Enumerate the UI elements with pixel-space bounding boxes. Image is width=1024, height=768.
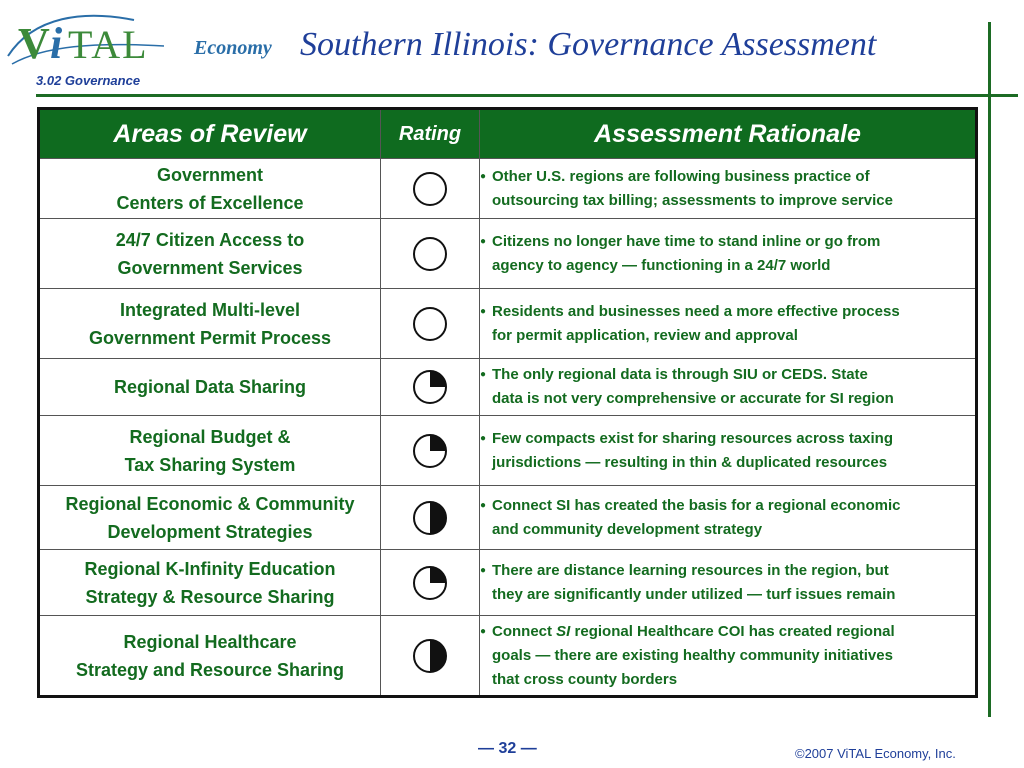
- bullet-icon: ●: [480, 305, 487, 317]
- rationale-text: The only regional data is through SIU or CEDS. State: [492, 366, 868, 383]
- table-row: [39, 159, 977, 219]
- assessment-rationale-cell: [480, 486, 977, 550]
- table-row: [39, 616, 977, 697]
- area-of-review-cell: [39, 550, 381, 616]
- harvey-ball-icon: [410, 304, 450, 344]
- rationale-text: data is not very comprehensive or accurate for SI region: [492, 390, 894, 407]
- header-divider: [36, 94, 1018, 97]
- bullet-icon: ●: [480, 369, 487, 380]
- rationale-text: that cross county borders: [492, 670, 678, 688]
- assessment-rationale-cell: [480, 219, 977, 289]
- harvey-ball-icon: [410, 234, 450, 274]
- svg-text:TAL: TAL: [68, 22, 149, 67]
- area-of-review-text: Government Permit Process: [88, 327, 332, 348]
- assessment-rationale-cell: [480, 289, 977, 359]
- table-row: [39, 550, 977, 616]
- assessment-rationale-cell: [480, 159, 977, 219]
- harvey-ball-icon: [410, 636, 450, 676]
- header-rating: Rating: [381, 109, 480, 159]
- rationale-text: Residents and businesses need a more effective process: [492, 302, 900, 320]
- rationale-text: Citizens no longer have time to stand inline or go from: [492, 232, 881, 250]
- assessment-table: [37, 107, 978, 698]
- table-row: [39, 359, 977, 416]
- svg-text:V: V: [18, 19, 51, 68]
- area-of-review-text: Tax Sharing System: [124, 454, 296, 475]
- assessment-rationale-cell: [480, 416, 977, 486]
- area-of-review-text: Regional Budget &: [129, 426, 291, 447]
- rationale-text: Other U.S. regions are following business practice of: [492, 167, 870, 185]
- area-of-review-text: Government Services: [117, 257, 303, 278]
- rationale-text: Connect SI has created the basis for a regional economic: [492, 496, 901, 514]
- area-of-review-cell: [39, 159, 381, 219]
- assessment-rationale-cell: [480, 550, 977, 616]
- rationale-text: outsourcing tax billing; assessments to improve service: [492, 191, 893, 209]
- table-header-row: [39, 109, 977, 159]
- side-divider: [988, 22, 991, 717]
- area-of-review-text: Strategy & Resource Sharing: [85, 586, 335, 607]
- rationale-text: Connect SI regional Healthcare COI has created regional: [492, 622, 895, 640]
- harvey-ball-fill: [430, 371, 446, 387]
- area-of-review-cell: [39, 416, 381, 486]
- area-of-review-text: Development Strategies: [107, 521, 313, 542]
- harvey-ball-icon: [410, 498, 450, 538]
- rationale-text: for permit application, review and approval: [492, 326, 798, 344]
- rating-cell: [381, 159, 480, 219]
- rationale-text: and community development strategy: [492, 520, 763, 538]
- harvey-ball-fill: [430, 435, 446, 451]
- svg-text:i: i: [50, 19, 63, 68]
- page-number: — 32 —: [478, 740, 537, 757]
- table-row: [39, 289, 977, 359]
- assessment-rationale-cell: [480, 359, 977, 416]
- rating-cell: [381, 219, 480, 289]
- table-row: [39, 416, 977, 486]
- section-label: 3.02 Governance: [36, 73, 141, 88]
- harvey-ball-icon: [410, 431, 450, 471]
- area-of-review-cell: [39, 486, 381, 550]
- area-of-review-text: Integrated Multi-level: [119, 299, 301, 320]
- area-of-review-text: Regional Economic & Community: [65, 493, 355, 514]
- rationale-text: they are significantly under utilized — turf issues remain: [492, 585, 896, 603]
- bullet-icon: ●: [480, 564, 487, 576]
- area-of-review-cell: [39, 219, 381, 289]
- area-of-review-cell: [39, 616, 381, 697]
- rationale-text: goals — there are existing healthy community initiatives: [492, 646, 893, 664]
- area-of-review-cell: [39, 289, 381, 359]
- rationale-text: agency to agency — functioning in a 24/7 world: [492, 256, 831, 274]
- rating-cell: [381, 359, 480, 416]
- rationale-text: There are distance learning resources in the region, but: [492, 561, 889, 579]
- area-of-review-text: Regional Data Sharing: [113, 377, 307, 397]
- rationale-text: jurisdictions — resulting in thin & duplicated resources: [492, 453, 888, 471]
- table-row: [39, 219, 977, 289]
- area-of-review-text: 24/7 Citizen Access to: [115, 229, 305, 250]
- bullet-icon: ●: [480, 432, 487, 444]
- vital-economy-logo: [4, 6, 294, 70]
- harvey-ball-icon: [410, 367, 450, 407]
- rating-cell: [381, 289, 480, 359]
- bullet-icon: ●: [480, 625, 487, 637]
- harvey-ball-fill: [430, 502, 446, 534]
- harvey-ball-icon: [410, 169, 450, 209]
- copyright: ©2007 ViTAL Economy, Inc.: [795, 746, 956, 761]
- rationale-text: Few compacts exist for sharing resources across taxing: [492, 429, 893, 447]
- harvey-ball-icon: [410, 563, 450, 603]
- area-of-review-cell: [39, 359, 381, 416]
- page-title: Southern Illinois: Governance Assessment: [300, 26, 877, 63]
- area-of-review-text: Regional K-Infinity Education: [84, 558, 336, 579]
- header-assessment-rationale: Assessment Rationale: [480, 109, 977, 159]
- rating-cell: [381, 550, 480, 616]
- rating-cell: [381, 486, 480, 550]
- assessment-rationale-cell: [480, 616, 977, 697]
- rating-cell: [381, 416, 480, 486]
- svg-text:Economy: Economy: [194, 37, 272, 59]
- area-of-review-text: Government: [156, 164, 264, 185]
- bullet-icon: ●: [480, 499, 487, 511]
- bullet-icon: ●: [480, 170, 487, 182]
- rating-cell: [381, 616, 480, 697]
- harvey-ball-fill: [430, 640, 446, 672]
- harvey-ball-fill: [430, 567, 446, 583]
- bullet-icon: ●: [480, 235, 487, 247]
- area-of-review-text: Centers of Excellence: [116, 192, 304, 213]
- header-areas-of-review: Areas of Review: [39, 109, 381, 159]
- area-of-review-text: Strategy and Resource Sharing: [75, 659, 345, 680]
- area-of-review-text: Regional Healthcare: [123, 631, 297, 652]
- table-row: [39, 486, 977, 550]
